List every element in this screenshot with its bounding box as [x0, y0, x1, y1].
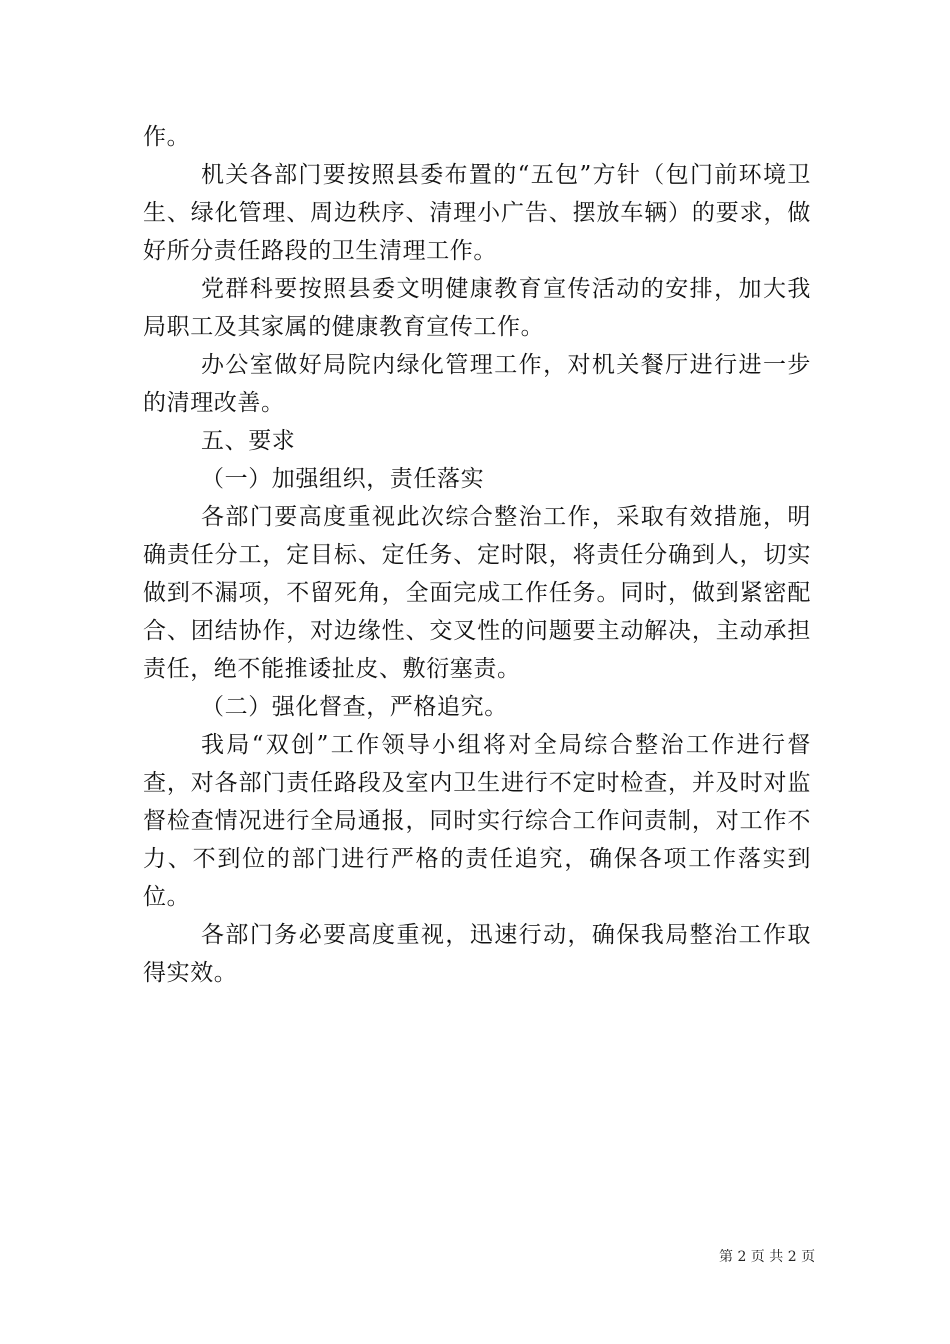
section-heading-requirements: 五、要求	[201, 428, 296, 454]
paragraph-supervision: 我局“双创”工作领导小组将对全局综合整治工作进行督查，对各部门责任路段及室内卫生进行不定时检查，并及时对监督检查情况进行全局通报，同时实行综合工作问责制，对工作不力、不到位的部门进行严格的责任追究，确保各项工作落实到位。	[143, 732, 811, 910]
subheading-supervision: （二）强化督查，严格追究。	[201, 694, 508, 720]
paragraph-organization: 各部门要高度重视此次综合整治工作，采取有效措施，明确责任分工，定目标、定任务、定时限，将责任分确到人，切实做到不漏项，不留死角，全面完成工作任务。同时，做到紧密配合、团结协作，对边缘性、交叉性的问题要主动解决，主动承担责任，绝不能推诿扯皮、敷衍塞责。	[143, 504, 811, 682]
paragraph-five-bao-policy: 机关各部门要按照县委布置的“五包”方针（包门前环境卫生、绿化管理、周边秩序、清理小广告、摆放车辆）的要求，做好所分责任路段的卫生清理工作。	[143, 162, 811, 264]
paragraph-continuation: 作。	[143, 124, 191, 150]
paragraph-party-section: 党群科要按照县委文明健康教育宣传活动的安排，加大我局职工及其家属的健康教育宣传工作。	[143, 276, 811, 340]
subheading-organization: （一）加强组织，责任落实	[201, 466, 485, 492]
paragraph-conclusion: 各部门务必要高度重视，迅速行动，确保我局整治工作取得实效。	[143, 922, 811, 986]
document-body	[143, 118, 811, 992]
page-number: 第 2 页 共 2 页	[719, 1249, 816, 1265]
paragraph-office: 办公室做好局院内绿化管理工作，对机关餐厅进行进一步的清理改善。	[143, 352, 811, 416]
